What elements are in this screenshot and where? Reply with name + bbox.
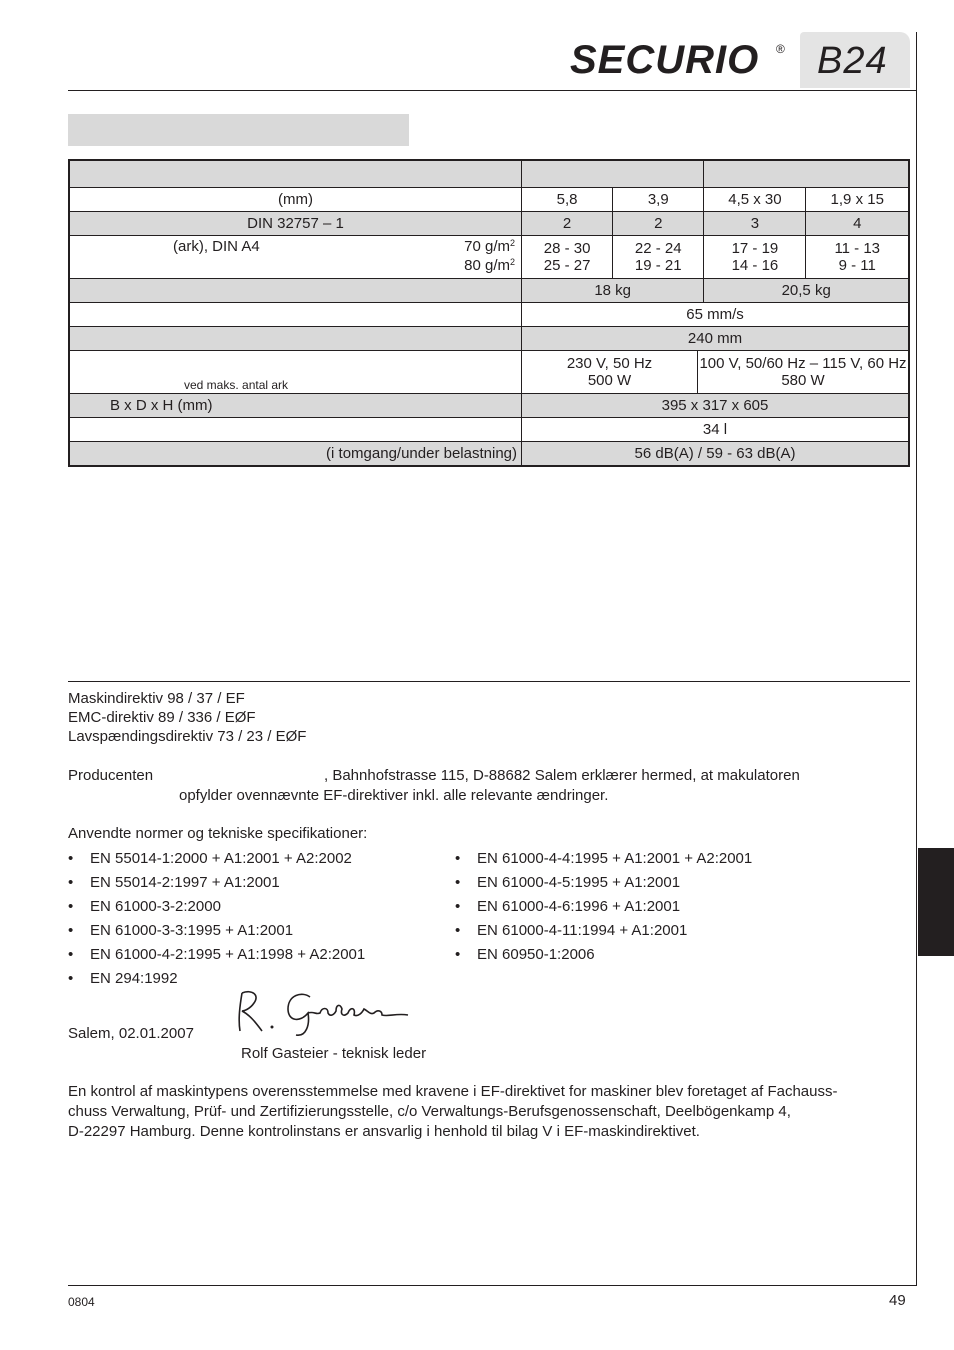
header-rule — [68, 90, 916, 91]
section-divider — [68, 681, 910, 682]
table-row-sheet-capacity: (ark), DIN A4 70 $g/m^2$ 80 $g/m^2$ 28 - 30 25 - 27 22 - 24 19 - 21 17 - 19 14 - 16 11 - 13 9 - 11 — [69, 236, 909, 279]
table-row-speed: 65 mm/s — [69, 303, 909, 327]
producer-prefix: Producenten — [68, 767, 154, 784]
table-row-weight: 18 kg 20,5 kg — [69, 279, 909, 303]
norms-title: Anvendte normer og tekniske specifikationer: — [68, 825, 368, 842]
footer-code: 0804 — [68, 1295, 95, 1309]
norms-right-list: • EN 61000-4-4:1995 + A1:2001 + A2:2001 • EN 61000-4-5:1995 + A1:2001 • EN 61000-4-6:1996 + A1:2001 • EN 61000-4-11:1994 + A1:2001 • EN 60950-1:2006 — [455, 850, 753, 963]
control-paragraph: En kontrol af maskintypens overensstemmelse med kravene i EF-direktivet for maskiner blev foretaget af Fachauss- chuss Verwaltung, Prüf- und Zertifizierungsstelle, c/o Verwaltungs-Berufsgenossenschaft, Deelbögenkamp 4, D-22297 Hamburg. Denne kontrolinstans er ansvarlig i henhold til bilag V i EF-maskindirektivet. — [68, 1083, 838, 1140]
directives-list: Maskindirektiv 98 / 37 / EF EMC-direktiv 89 / 336 / EØF Lavspændingsdirektiv 73 / 23 / EØF — [68, 690, 307, 745]
table-row-cut-size: (mm) 5,8 3,9 4,5 x 30 1,9 x 15 — [69, 188, 909, 212]
producer-line1: , Bahnhofstrasse 115, D-88682 Salem erklærer hermed, at makulatoren — [324, 767, 800, 784]
table-row-dimensions: B x D x H (mm) 395 x 317 x 605 — [69, 394, 909, 418]
place-date: Salem, 02.01.2007 — [68, 1025, 194, 1042]
spec-table — [68, 159, 910, 467]
model-name: B24 — [817, 40, 888, 82]
table-row-width: 240 mm — [69, 327, 909, 351]
signature-image — [232, 985, 412, 1037]
norms-left-list: • EN 55014-1:2000 + A1:2001 + A2:2002 • EN 55014-2:1997 + A1:2001 • EN 61000-3-2:2000 • EN 61000-3-3:1995 + A1:2001 • EN 61000-4-2:1995 + A1:1998 + A2:2001 • EN 294:1992 — [68, 850, 366, 987]
table-row-power: ved maks. antal ark 230 V, 50 Hz 500 W 100 V, 50/60 Hz – 115 V, 60 Hz 580 W — [69, 351, 909, 394]
table-row-noise: (i tomgang/under belastning) 56 dB(A) / 59 - 63 dB(A) — [69, 442, 909, 467]
brand-logo: SECURIO — [570, 38, 760, 82]
table-header-row — [69, 160, 909, 188]
page-number: 49 — [889, 1292, 906, 1309]
language-tab — [918, 848, 954, 956]
section-heading-bar — [68, 114, 409, 146]
producer-line2: opfylder ovennævnte EF-direktiver inkl. alle relevante ændringer. — [179, 787, 609, 804]
signatory-name: Rolf Gasteier - teknisk leder — [241, 1045, 427, 1062]
table-row-volume: 34 l — [69, 418, 909, 442]
right-margin-rule — [916, 32, 917, 1286]
registered-mark: ® — [776, 42, 785, 56]
footer-rule — [68, 1285, 916, 1286]
table-row-security-level: DIN 32757 – 1 2 2 3 4 — [69, 212, 909, 236]
